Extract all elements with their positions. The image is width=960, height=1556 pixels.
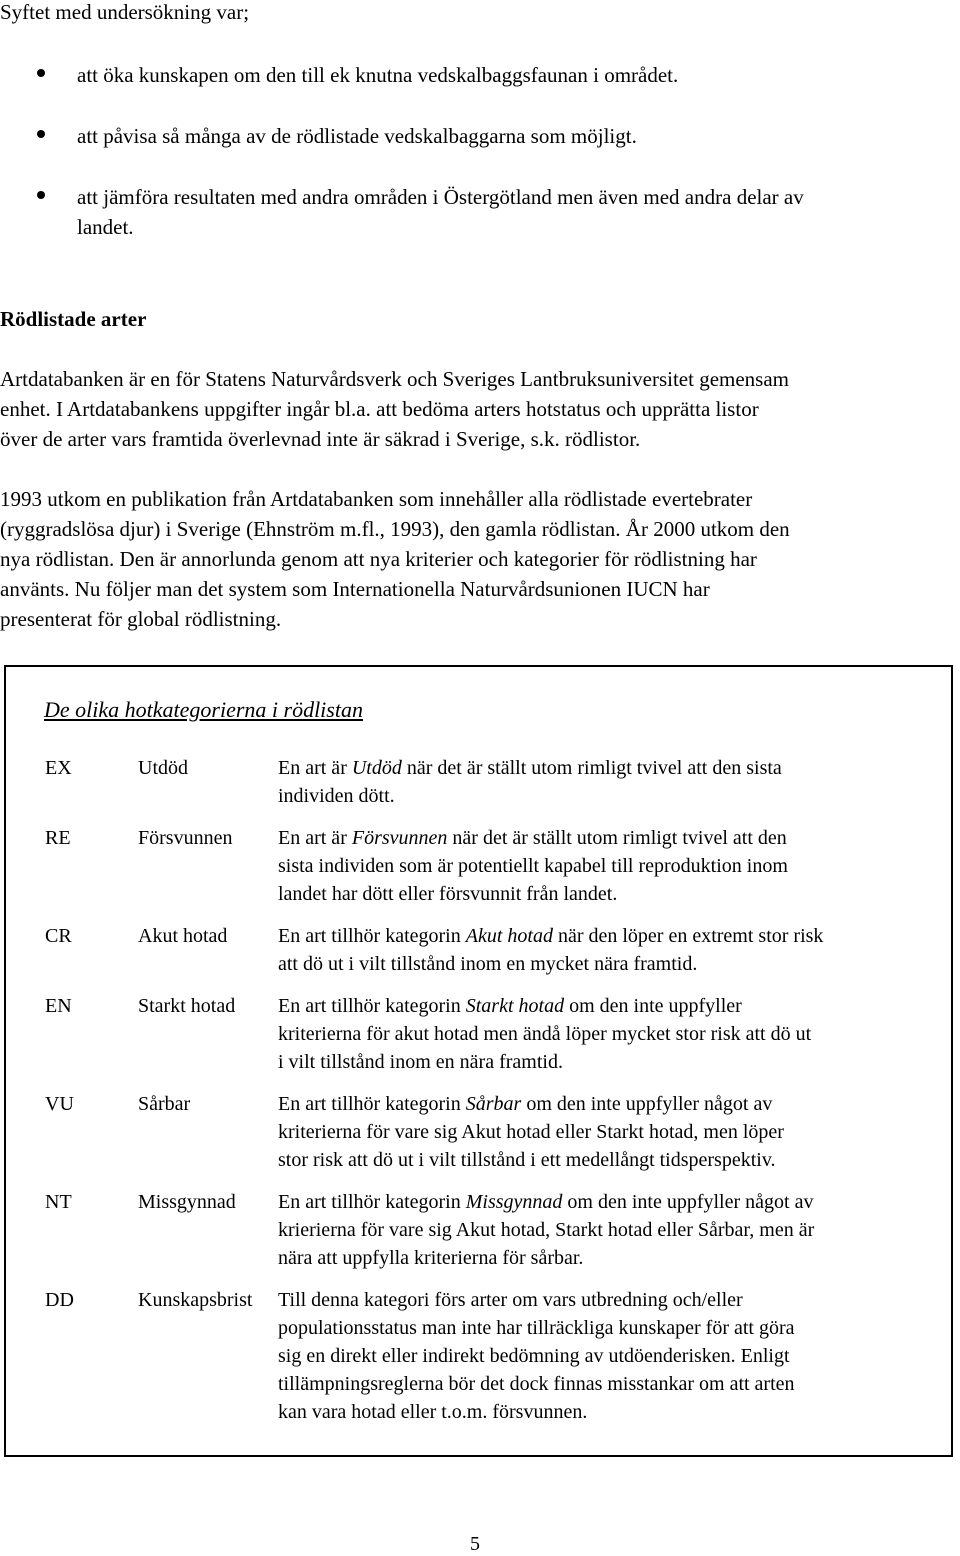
description-line: En art är Försvunnen när det är ställt utom rimligt tvivel att den xyxy=(278,827,787,849)
description-line: En art tillhör kategorin Missgynnad om den inte uppfyller något av xyxy=(278,1191,814,1213)
description-line: kriterierna för akut hotad men ändå löper mycket stor risk att dö ut xyxy=(278,1023,812,1045)
category-term: Försvunnen xyxy=(351,827,448,849)
category-code: NT xyxy=(45,1191,72,1213)
category-description xyxy=(278,754,918,810)
bullet-icon xyxy=(37,69,45,77)
category-name: Sårbar xyxy=(138,1093,191,1115)
description-line: stor risk att dö ut i vilt tillstånd i ett medellångt tidsperspektiv. xyxy=(278,1149,776,1171)
category-term: Missgynnad xyxy=(465,1191,563,1213)
description-line: populationsstatus man inte har tillräckliga kunskaper för att göra xyxy=(278,1317,795,1339)
category-code: VU xyxy=(45,1093,74,1115)
category-code: RE xyxy=(45,827,71,849)
paragraph-line: presenterat för global rödlistning. xyxy=(0,607,282,631)
description-line: krierierna för vare sig Akut hotad, Starkt hotad eller Sårbar, men är xyxy=(278,1219,815,1241)
category-name: Akut hotad xyxy=(138,925,228,947)
category-name: Utdöd xyxy=(138,757,188,779)
paragraph-line: 1993 utkom en publikation från Artdatabanken som innehåller alla rödlistade evertebrater xyxy=(0,487,753,511)
list-item xyxy=(0,121,960,151)
list-item-text: att påvisa så många av de rödlistade vedskalbaggarna som möjligt. xyxy=(77,124,637,148)
description-line: En art är Utdöd när det är ställt utom rimligt tvivel att den sista xyxy=(278,757,782,779)
category-term: Starkt hotad xyxy=(465,995,565,1017)
category-description xyxy=(278,1286,918,1426)
page-number: 5 xyxy=(470,1533,480,1555)
paragraph-line: enhet. I Artdatabankens uppgifter ingår bl.a. att bedöma arters hotstatus och upprätta listor xyxy=(0,397,759,421)
list-item-text: landet. xyxy=(77,215,134,239)
list-item-text: att jämföra resultaten med andra områden i Östergötland men även med andra delar av xyxy=(77,185,804,209)
category-code: EN xyxy=(45,995,72,1017)
category-name: Försvunnen xyxy=(138,827,233,849)
category-name: Starkt hotad xyxy=(138,995,236,1017)
category-code: DD xyxy=(45,1289,74,1311)
category-name: Missgynnad xyxy=(138,1191,236,1213)
list-item-text: att öka kunskapen om den till ek knutna vedskalbaggsfaunan i området. xyxy=(77,63,679,87)
category-term: Akut hotad xyxy=(465,925,553,947)
category-description xyxy=(278,824,918,908)
category-description xyxy=(278,1188,918,1272)
paragraph-line: använts. Nu följer man det system som Internationella Naturvårdsunionen IUCN har xyxy=(0,577,710,601)
paragraph-line: (ryggradslösa djur) i Sverige (Ehnström m.fl., 1993), den gamla rödlistan. År 2000 utkom den xyxy=(0,517,790,541)
bullet-icon xyxy=(37,130,45,138)
paragraph-line: nya rödlistan. Den är annorlunda genom att nya kriterier och kategorier för rödlistning har xyxy=(0,547,757,571)
description-line: tillämpningsreglerna bör det dock finnas misstankar om att arten xyxy=(278,1373,795,1395)
category-name: Kunskapsbrist xyxy=(138,1289,253,1311)
description-line: En art tillhör kategorin Starkt hotad om den inte uppfyller xyxy=(278,995,742,1017)
intro-text: Syftet med undersökning var; xyxy=(0,0,250,24)
description-line: landet har dött eller försvunnit från landet. xyxy=(278,883,618,905)
description-line: kriterierna för vare sig Akut hotad eller Starkt hotad, men löper xyxy=(278,1121,784,1143)
category-term: Utdöd xyxy=(351,757,402,779)
description-line: kan vara hotad eller t.o.m. försvunnen. xyxy=(278,1401,588,1423)
description-line: i vilt tillstånd inom en nära framtid. xyxy=(278,1051,563,1073)
category-description xyxy=(278,992,918,1076)
section-heading: Rödlistade arter xyxy=(0,307,147,331)
description-line: sista individen som är potentiellt kapabel till reproduktion inom xyxy=(278,855,788,877)
description-line: En art tillhör kategorin Akut hotad när den löper en extremt stor risk xyxy=(278,925,824,947)
description-line: individen dött. xyxy=(278,785,395,807)
description-line: nära att uppfylla kriterierna för sårbar. xyxy=(278,1247,584,1269)
paragraph-line: Artdatabanken är en för Statens Naturvårdsverk och Sveriges Lantbruksuniversitet gemensam xyxy=(0,367,789,391)
paragraph-history xyxy=(0,484,960,634)
category-code: CR xyxy=(45,925,72,947)
description-line: En art tillhör kategorin Sårbar om den inte uppfyller något av xyxy=(278,1093,773,1115)
category-term: Sårbar xyxy=(465,1093,522,1115)
description-line: att dö ut i vilt tillstånd inom en mycket nära framtid. xyxy=(278,953,698,975)
category-description xyxy=(278,922,918,978)
description-line: Till denna kategori förs arter om vars utbredning och/eller xyxy=(278,1289,743,1311)
category-description xyxy=(278,1090,918,1174)
list-item-continuation xyxy=(0,212,960,242)
list-item xyxy=(0,60,960,90)
categories-box-title: De olika hotkategorierna i rödlistan xyxy=(44,697,363,722)
bullet-icon xyxy=(37,191,45,199)
category-code: EX xyxy=(45,757,72,779)
description-line: sig en direkt eller indirekt bedömning av utdöenderisken. Enligt xyxy=(278,1345,790,1367)
list-item xyxy=(0,182,960,212)
paragraph-artdatabanken xyxy=(0,364,960,454)
paragraph-line: över de arter vars framtida överlevnad inte är säkrad i Sverige, s.k. rödlistor. xyxy=(0,427,641,451)
